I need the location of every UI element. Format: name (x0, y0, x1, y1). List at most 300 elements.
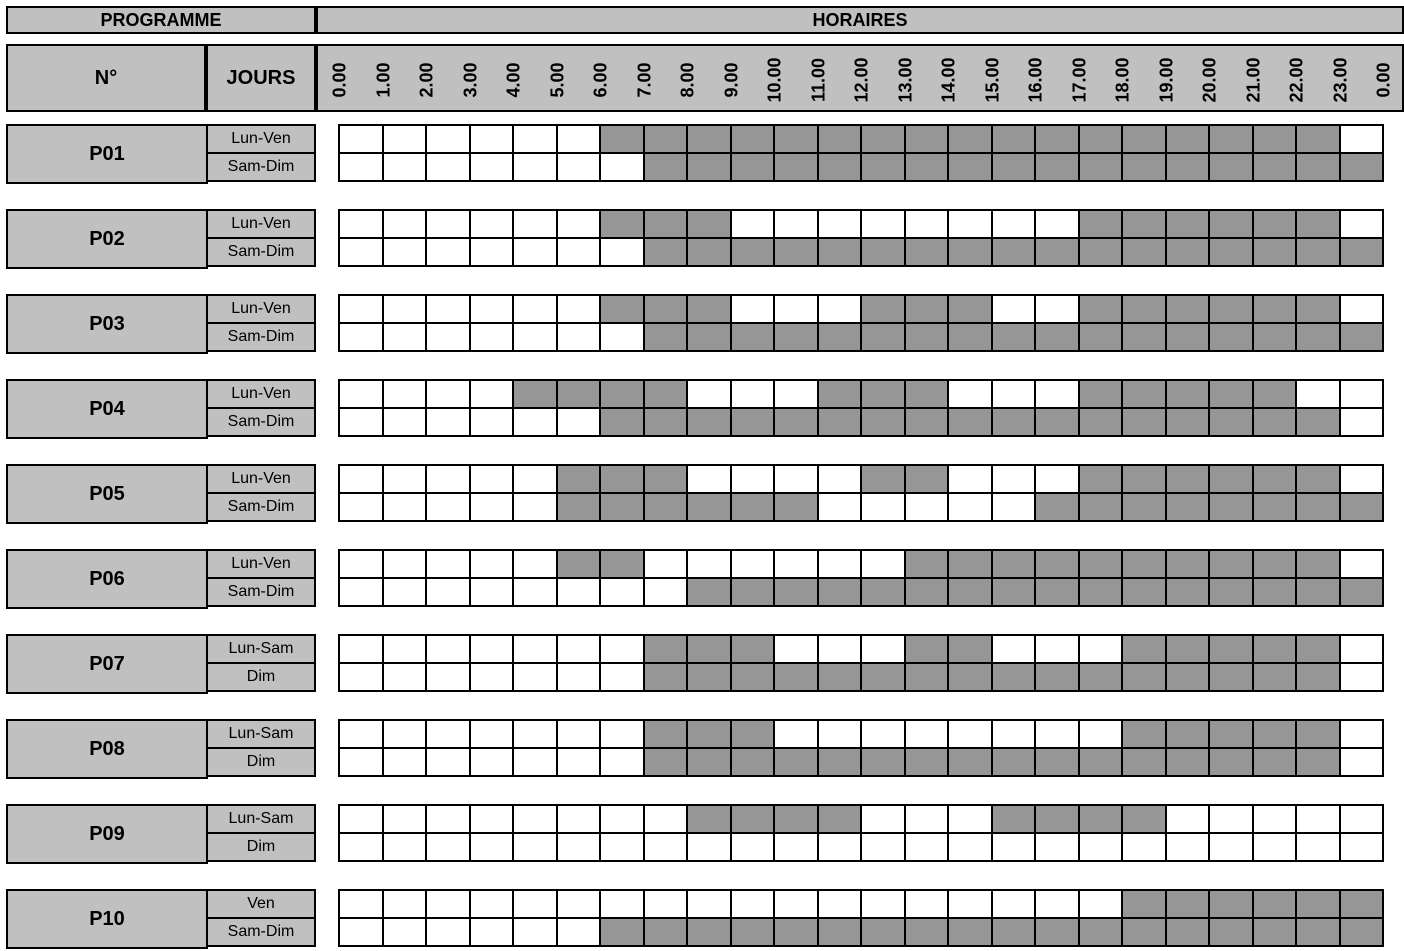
hour-cell[interactable] (860, 832, 906, 862)
hour-cell[interactable] (643, 294, 689, 324)
hour-cell[interactable] (425, 577, 471, 607)
hour-cell[interactable] (860, 577, 906, 607)
hour-cell[interactable] (338, 804, 384, 834)
hour-cell[interactable] (686, 294, 732, 324)
hour-cell[interactable] (904, 747, 950, 777)
hour-cell[interactable] (1121, 889, 1167, 919)
hour-cell[interactable] (599, 549, 645, 579)
hour-cell[interactable] (1078, 747, 1124, 777)
hour-cell[interactable] (1165, 152, 1211, 182)
hour-cell[interactable] (904, 832, 950, 862)
hour-cell[interactable] (1252, 464, 1298, 494)
hour-cell[interactable] (1295, 152, 1341, 182)
hour-cell[interactable] (512, 237, 558, 267)
hour-cell[interactable] (382, 124, 428, 154)
hour-cell[interactable] (904, 322, 950, 352)
hour-cell[interactable] (773, 379, 819, 409)
hour-cell[interactable] (947, 747, 993, 777)
hour-cell[interactable] (1208, 832, 1254, 862)
hour-cell[interactable] (773, 407, 819, 437)
hour-cell[interactable] (643, 152, 689, 182)
hour-cell[interactable] (512, 464, 558, 494)
hour-cell[interactable] (1339, 124, 1385, 154)
hour-cell[interactable] (991, 832, 1037, 862)
hour-cell[interactable] (904, 237, 950, 267)
hour-cell[interactable] (991, 549, 1037, 579)
hour-cell[interactable] (773, 152, 819, 182)
hour-cell[interactable] (817, 662, 863, 692)
hour-cell[interactable] (338, 209, 384, 239)
hour-cell[interactable] (1252, 407, 1298, 437)
hour-cell[interactable] (512, 889, 558, 919)
hour-cell[interactable] (686, 492, 732, 522)
hour-cell[interactable] (599, 379, 645, 409)
hour-cell[interactable] (686, 209, 732, 239)
hour-cell[interactable] (643, 237, 689, 267)
hour-cell[interactable] (904, 804, 950, 834)
hour-cell[interactable] (947, 209, 993, 239)
hour-cell[interactable] (1295, 577, 1341, 607)
hour-cell[interactable] (1208, 889, 1254, 919)
hour-cell[interactable] (730, 832, 776, 862)
hour-cell[interactable] (1295, 719, 1341, 749)
hour-cell[interactable] (730, 634, 776, 664)
hour-cell[interactable] (338, 889, 384, 919)
hour-cell[interactable] (382, 294, 428, 324)
hour-cell[interactable] (1034, 549, 1080, 579)
hour-cell[interactable] (1208, 237, 1254, 267)
hour-cell[interactable] (382, 634, 428, 664)
hour-cell[interactable] (1121, 917, 1167, 947)
hour-cell[interactable] (425, 124, 471, 154)
hour-cell[interactable] (1165, 237, 1211, 267)
hour-cell[interactable] (338, 379, 384, 409)
hour-cell[interactable] (991, 719, 1037, 749)
hour-cell[interactable] (860, 379, 906, 409)
hour-cell[interactable] (382, 917, 428, 947)
hour-cell[interactable] (1339, 152, 1385, 182)
hour-cell[interactable] (1252, 209, 1298, 239)
hour-cell[interactable] (1208, 492, 1254, 522)
hour-cell[interactable] (1121, 662, 1167, 692)
hour-cell[interactable] (730, 889, 776, 919)
hour-cell[interactable] (1252, 804, 1298, 834)
hour-cell[interactable] (1121, 492, 1167, 522)
hour-cell[interactable] (382, 747, 428, 777)
hour-cell[interactable] (773, 577, 819, 607)
hour-cell[interactable] (1078, 577, 1124, 607)
hour-cell[interactable] (817, 152, 863, 182)
hour-cell[interactable] (1208, 407, 1254, 437)
hour-cell[interactable] (773, 237, 819, 267)
hour-cell[interactable] (512, 634, 558, 664)
hour-cell[interactable] (904, 634, 950, 664)
hour-cell[interactable] (1295, 804, 1341, 834)
hour-cell[interactable] (643, 209, 689, 239)
hour-cell[interactable] (730, 804, 776, 834)
hour-cell[interactable] (599, 577, 645, 607)
hour-cell[interactable] (947, 379, 993, 409)
hour-cell[interactable] (643, 549, 689, 579)
hour-cell[interactable] (1165, 662, 1211, 692)
hour-cell[interactable] (1034, 577, 1080, 607)
hour-cell[interactable] (1121, 634, 1167, 664)
hour-cell[interactable] (1208, 322, 1254, 352)
hour-cell[interactable] (1295, 549, 1341, 579)
hour-cell[interactable] (1339, 804, 1385, 834)
hour-cell[interactable] (686, 747, 732, 777)
hour-cell[interactable] (991, 379, 1037, 409)
hour-cell[interactable] (1121, 379, 1167, 409)
hour-cell[interactable] (947, 152, 993, 182)
hour-cell[interactable] (1078, 209, 1124, 239)
hour-cell[interactable] (556, 407, 602, 437)
hour-cell[interactable] (686, 152, 732, 182)
hour-cell[interactable] (730, 407, 776, 437)
hour-cell[interactable] (1339, 464, 1385, 494)
hour-cell[interactable] (1165, 889, 1211, 919)
hour-cell[interactable] (730, 917, 776, 947)
hour-cell[interactable] (1165, 577, 1211, 607)
hour-cell[interactable] (991, 407, 1037, 437)
hour-cell[interactable] (469, 322, 515, 352)
hour-cell[interactable] (469, 577, 515, 607)
hour-cell[interactable] (1078, 634, 1124, 664)
hour-cell[interactable] (1034, 407, 1080, 437)
hour-cell[interactable] (469, 379, 515, 409)
hour-cell[interactable] (599, 407, 645, 437)
hour-cell[interactable] (860, 237, 906, 267)
hour-cell[interactable] (382, 549, 428, 579)
hour-cell[interactable] (599, 322, 645, 352)
hour-cell[interactable] (1339, 237, 1385, 267)
hour-cell[interactable] (1078, 832, 1124, 862)
hour-cell[interactable] (904, 917, 950, 947)
hour-cell[interactable] (382, 662, 428, 692)
hour-cell[interactable] (599, 209, 645, 239)
hour-cell[interactable] (1208, 917, 1254, 947)
hour-cell[interactable] (469, 889, 515, 919)
hour-cell[interactable] (904, 464, 950, 494)
hour-cell[interactable] (338, 152, 384, 182)
hour-cell[interactable] (469, 719, 515, 749)
hour-cell[interactable] (1078, 379, 1124, 409)
hour-cell[interactable] (338, 464, 384, 494)
hour-cell[interactable] (1252, 917, 1298, 947)
hour-cell[interactable] (512, 832, 558, 862)
hour-cell[interactable] (382, 577, 428, 607)
hour-cell[interactable] (730, 464, 776, 494)
hour-cell[interactable] (773, 634, 819, 664)
hour-cell[interactable] (1034, 662, 1080, 692)
hour-cell[interactable] (817, 464, 863, 494)
hour-cell[interactable] (469, 634, 515, 664)
hour-cell[interactable] (1208, 464, 1254, 494)
hour-cell[interactable] (1121, 294, 1167, 324)
hour-cell[interactable] (947, 294, 993, 324)
hour-cell[interactable] (817, 322, 863, 352)
hour-cell[interactable] (947, 322, 993, 352)
hour-cell[interactable] (382, 889, 428, 919)
hour-cell[interactable] (773, 747, 819, 777)
hour-cell[interactable] (947, 124, 993, 154)
hour-cell[interactable] (1252, 889, 1298, 919)
hour-cell[interactable] (860, 747, 906, 777)
hour-cell[interactable] (1034, 889, 1080, 919)
hour-cell[interactable] (730, 577, 776, 607)
hour-cell[interactable] (991, 464, 1037, 494)
hour-cell[interactable] (382, 379, 428, 409)
hour-cell[interactable] (1078, 124, 1124, 154)
hour-cell[interactable] (991, 124, 1037, 154)
hour-cell[interactable] (643, 379, 689, 409)
hour-cell[interactable] (817, 492, 863, 522)
hour-cell[interactable] (382, 492, 428, 522)
hour-cell[interactable] (512, 152, 558, 182)
hour-cell[interactable] (1078, 237, 1124, 267)
hour-cell[interactable] (991, 917, 1037, 947)
hour-cell[interactable] (860, 549, 906, 579)
hour-cell[interactable] (1208, 152, 1254, 182)
hour-cell[interactable] (1208, 719, 1254, 749)
hour-cell[interactable] (730, 124, 776, 154)
hour-cell[interactable] (643, 719, 689, 749)
hour-cell[interactable] (1208, 662, 1254, 692)
hour-cell[interactable] (991, 492, 1037, 522)
hour-cell[interactable] (469, 124, 515, 154)
hour-cell[interactable] (1295, 832, 1341, 862)
hour-cell[interactable] (1165, 407, 1211, 437)
hour-cell[interactable] (860, 124, 906, 154)
hour-cell[interactable] (773, 549, 819, 579)
hour-cell[interactable] (469, 917, 515, 947)
hour-cell[interactable] (817, 634, 863, 664)
hour-cell[interactable] (556, 662, 602, 692)
hour-cell[interactable] (1208, 634, 1254, 664)
hour-cell[interactable] (860, 492, 906, 522)
hour-cell[interactable] (860, 407, 906, 437)
hour-cell[interactable] (773, 294, 819, 324)
hour-cell[interactable] (947, 662, 993, 692)
hour-cell[interactable] (1121, 832, 1167, 862)
hour-cell[interactable] (1208, 124, 1254, 154)
hour-cell[interactable] (773, 209, 819, 239)
hour-cell[interactable] (425, 917, 471, 947)
hour-cell[interactable] (1078, 662, 1124, 692)
hour-cell[interactable] (773, 719, 819, 749)
hour-cell[interactable] (1295, 379, 1341, 409)
hour-cell[interactable] (382, 152, 428, 182)
hour-cell[interactable] (991, 577, 1037, 607)
hour-cell[interactable] (1034, 917, 1080, 947)
hour-cell[interactable] (730, 662, 776, 692)
hour-cell[interactable] (686, 719, 732, 749)
hour-cell[interactable] (686, 832, 732, 862)
hour-cell[interactable] (904, 124, 950, 154)
hour-cell[interactable] (512, 379, 558, 409)
hour-cell[interactable] (643, 917, 689, 947)
hour-cell[interactable] (1252, 747, 1298, 777)
hour-cell[interactable] (425, 322, 471, 352)
hour-cell[interactable] (686, 662, 732, 692)
hour-cell[interactable] (904, 719, 950, 749)
hour-cell[interactable] (643, 804, 689, 834)
hour-cell[interactable] (469, 464, 515, 494)
hour-cell[interactable] (643, 889, 689, 919)
hour-cell[interactable] (1078, 719, 1124, 749)
hour-cell[interactable] (817, 832, 863, 862)
hour-cell[interactable] (599, 889, 645, 919)
hour-cell[interactable] (1034, 492, 1080, 522)
hour-cell[interactable] (1339, 577, 1385, 607)
hour-cell[interactable] (817, 577, 863, 607)
hour-cell[interactable] (947, 407, 993, 437)
hour-cell[interactable] (1252, 152, 1298, 182)
hour-cell[interactable] (817, 237, 863, 267)
hour-cell[interactable] (1252, 577, 1298, 607)
hour-cell[interactable] (425, 719, 471, 749)
hour-cell[interactable] (860, 889, 906, 919)
hour-cell[interactable] (1078, 804, 1124, 834)
hour-cell[interactable] (860, 634, 906, 664)
hour-cell[interactable] (817, 294, 863, 324)
hour-cell[interactable] (1121, 407, 1167, 437)
hour-cell[interactable] (817, 719, 863, 749)
hour-cell[interactable] (1121, 747, 1167, 777)
hour-cell[interactable] (773, 804, 819, 834)
hour-cell[interactable] (686, 379, 732, 409)
hour-cell[interactable] (947, 917, 993, 947)
hour-cell[interactable] (686, 322, 732, 352)
hour-cell[interactable] (1252, 124, 1298, 154)
hour-cell[interactable] (686, 549, 732, 579)
hour-cell[interactable] (425, 294, 471, 324)
hour-cell[interactable] (469, 237, 515, 267)
hour-cell[interactable] (1339, 492, 1385, 522)
hour-cell[interactable] (817, 917, 863, 947)
hour-cell[interactable] (860, 209, 906, 239)
hour-cell[interactable] (686, 464, 732, 494)
hour-cell[interactable] (382, 209, 428, 239)
hour-cell[interactable] (860, 322, 906, 352)
hour-cell[interactable] (643, 464, 689, 494)
hour-cell[interactable] (425, 747, 471, 777)
hour-cell[interactable] (991, 804, 1037, 834)
hour-cell[interactable] (1034, 719, 1080, 749)
hour-cell[interactable] (556, 464, 602, 494)
hour-cell[interactable] (599, 634, 645, 664)
hour-cell[interactable] (382, 322, 428, 352)
hour-cell[interactable] (599, 719, 645, 749)
hour-cell[interactable] (1121, 237, 1167, 267)
hour-cell[interactable] (773, 917, 819, 947)
hour-cell[interactable] (425, 662, 471, 692)
hour-cell[interactable] (1034, 832, 1080, 862)
hour-cell[interactable] (556, 124, 602, 154)
hour-cell[interactable] (1339, 889, 1385, 919)
hour-cell[interactable] (904, 209, 950, 239)
hour-cell[interactable] (1252, 294, 1298, 324)
hour-cell[interactable] (991, 747, 1037, 777)
hour-cell[interactable] (1208, 209, 1254, 239)
hour-cell[interactable] (947, 492, 993, 522)
hour-cell[interactable] (1121, 549, 1167, 579)
hour-cell[interactable] (556, 889, 602, 919)
hour-cell[interactable] (599, 152, 645, 182)
hour-cell[interactable] (643, 634, 689, 664)
hour-cell[interactable] (1165, 804, 1211, 834)
hour-cell[interactable] (1252, 237, 1298, 267)
hour-cell[interactable] (773, 322, 819, 352)
hour-cell[interactable] (1165, 719, 1211, 749)
hour-cell[interactable] (1165, 832, 1211, 862)
hour-cell[interactable] (991, 634, 1037, 664)
hour-cell[interactable] (904, 379, 950, 409)
hour-cell[interactable] (730, 719, 776, 749)
hour-cell[interactable] (425, 209, 471, 239)
hour-cell[interactable] (991, 237, 1037, 267)
hour-cell[interactable] (991, 209, 1037, 239)
hour-cell[interactable] (1034, 747, 1080, 777)
hour-cell[interactable] (1165, 549, 1211, 579)
hour-cell[interactable] (730, 237, 776, 267)
hour-cell[interactable] (556, 549, 602, 579)
hour-cell[interactable] (773, 662, 819, 692)
hour-cell[interactable] (643, 322, 689, 352)
hour-cell[interactable] (860, 152, 906, 182)
hour-cell[interactable] (512, 747, 558, 777)
hour-cell[interactable] (817, 209, 863, 239)
hour-cell[interactable] (1078, 464, 1124, 494)
hour-cell[interactable] (1034, 379, 1080, 409)
hour-cell[interactable] (1339, 209, 1385, 239)
hour-cell[interactable] (1121, 152, 1167, 182)
hour-cell[interactable] (730, 492, 776, 522)
hour-cell[interactable] (425, 407, 471, 437)
hour-cell[interactable] (599, 832, 645, 862)
hour-cell[interactable] (1295, 124, 1341, 154)
hour-cell[interactable] (469, 492, 515, 522)
hour-cell[interactable] (730, 209, 776, 239)
hour-cell[interactable] (1121, 577, 1167, 607)
hour-cell[interactable] (512, 719, 558, 749)
hour-cell[interactable] (599, 464, 645, 494)
hour-cell[interactable] (1295, 662, 1341, 692)
hour-cell[interactable] (1165, 634, 1211, 664)
hour-cell[interactable] (469, 747, 515, 777)
hour-cell[interactable] (1034, 294, 1080, 324)
hour-cell[interactable] (512, 917, 558, 947)
hour-cell[interactable] (686, 124, 732, 154)
hour-cell[interactable] (1252, 719, 1298, 749)
hour-cell[interactable] (730, 747, 776, 777)
hour-cell[interactable] (904, 662, 950, 692)
hour-cell[interactable] (469, 209, 515, 239)
hour-cell[interactable] (1078, 152, 1124, 182)
hour-cell[interactable] (730, 549, 776, 579)
hour-cell[interactable] (1165, 379, 1211, 409)
hour-cell[interactable] (1339, 662, 1385, 692)
hour-cell[interactable] (469, 407, 515, 437)
hour-cell[interactable] (904, 492, 950, 522)
hour-cell[interactable] (425, 152, 471, 182)
hour-cell[interactable] (860, 917, 906, 947)
hour-cell[interactable] (1034, 152, 1080, 182)
hour-cell[interactable] (1252, 492, 1298, 522)
hour-cell[interactable] (773, 889, 819, 919)
hour-cell[interactable] (817, 747, 863, 777)
hour-cell[interactable] (599, 124, 645, 154)
